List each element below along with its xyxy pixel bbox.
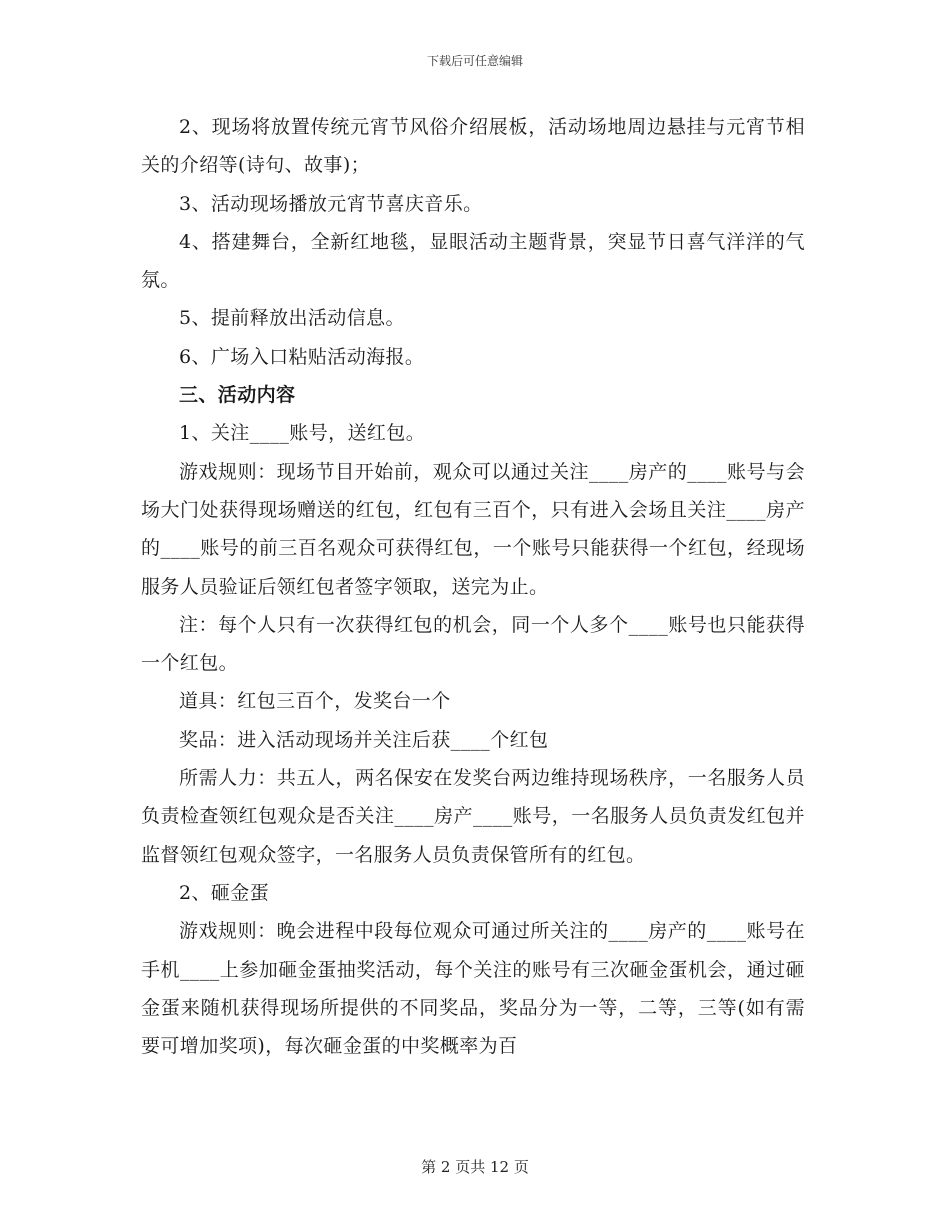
paragraph-game-rules-1: 游戏规则：现场节目开始前，观众可以通过关注____房产的____账号与会场大门处获得现场赠送的红包，红包有三百个，只有进入会场且关注____房产的____账号的前三百名观众可获得红包，一个账号只能获得一个红包，经现场服务人员验证后领红包者签字领取，送完为止。 bbox=[141, 460, 805, 598]
paragraph-manpower: 所需人力：共五人，两名保安在发奖台两边维持现场秩序，一名服务人员负责检查领红包观众是否关注____房产____账号，一名服务人员负责发红包并监督领红包观众签字，一名服务人员负责保管所有的红包。 bbox=[141, 767, 805, 866]
paragraph-item-4: 4、搭建舞台，全新红地毯，显眼活动主题背景，突显节日喜气洋洋的气氛。 bbox=[141, 230, 805, 292]
paragraph-props: 道具：红包三百个，发奖台一个 bbox=[179, 690, 451, 713]
paragraph-item-6: 6、广场入口粘贴活动海报。 bbox=[179, 345, 425, 368]
paragraph-item-2: 2、现场将放置传统元宵节风俗介绍展板，活动场地周边悬挂与元宵节相关的介绍等(诗句、故事)； bbox=[141, 116, 805, 177]
paragraph-item-3: 3、活动现场播放元宵节喜庆音乐。 bbox=[179, 192, 483, 215]
page-header: 下载后可任意编辑 bbox=[426, 54, 523, 68]
document-body bbox=[141, 108, 805, 1065]
paragraph-game-rules-2: 游戏规则：晚会进程中段每位观众可通过所关注的____房产的____账号在手机____上参加砸金蛋抽奖活动，每个关注的账号有三次砸金蛋机会，通过砸金蛋来随机获得现场所提供的不同奖品，奖品分为一等，二等，三等(如有需要可增加奖项)，每次砸金蛋的中奖概率为百 bbox=[141, 920, 805, 1058]
subsection-follow-red-packet: 1、关注____账号，送红包。 bbox=[179, 422, 426, 445]
subsection-golden-egg: 2、砸金蛋 bbox=[179, 881, 270, 904]
paragraph-prizes: 奖品：进入活动现场并关注后获____个红包 bbox=[179, 728, 549, 751]
page-number-footer: 第 2 页共 12 页 bbox=[421, 1158, 529, 1176]
paragraph-item-5: 5、提前释放出活动信息。 bbox=[179, 307, 405, 330]
paragraph-note: 注：每个人只有一次获得红包的机会，同一个人多个____账号也只能获得一个红包。 bbox=[141, 613, 805, 675]
section-heading-activity-content: 三、活动内容 bbox=[179, 384, 296, 407]
